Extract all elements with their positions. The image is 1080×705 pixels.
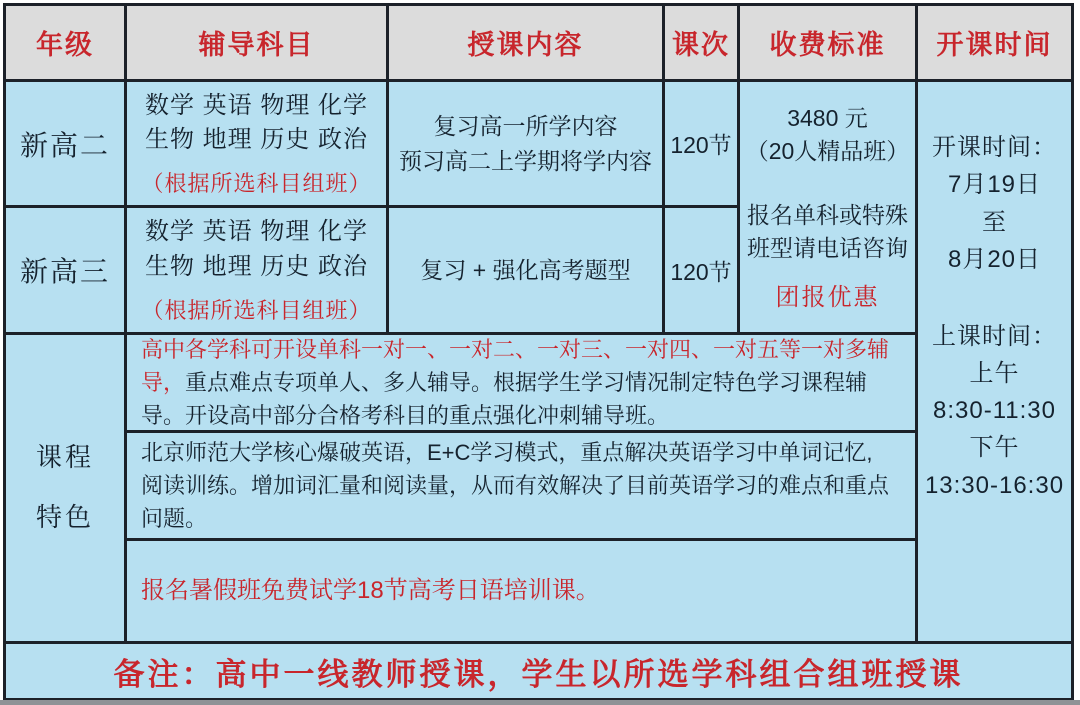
header-cell-subjects: 辅导科目 (127, 6, 386, 79)
header-cell-fee: 收费标准 (740, 6, 915, 79)
row2-subjects-line2: 生物 地理 历史 政治 (144, 252, 368, 280)
feature-row-2 (127, 433, 915, 538)
row1-subjects-note: （根据所选科目组班） (141, 171, 372, 197)
header-cell-start-time: 开课时间 (918, 6, 1071, 79)
fee-note-line1: 报名单科或特殊 (747, 201, 908, 228)
feature-1-paragraph (141, 335, 899, 430)
feature-1-red-text: 高中各学科可开设单科一对一、一对二、一对三、一对四、一对五等一对多辅导， (141, 337, 890, 395)
bottom-edge-strip (0, 700, 1080, 705)
schedule-title2: 上课时间： (932, 322, 1057, 350)
schedule-merged-cell (918, 82, 1071, 641)
schedule-am-label: 上午 (969, 360, 1020, 388)
features-label-line1: 课程 (35, 442, 94, 473)
row1-content-line2: 预习高二上学期将学内容 (399, 147, 652, 174)
row1-content-line1: 复习高一所学内容 (433, 113, 618, 139)
remark-row: 备注：高中一线教师授课，学生以所选学科组合组班授课 (6, 644, 1071, 698)
row2-lessons-cell: 120节 (665, 208, 737, 332)
row1-subjects-cell (127, 82, 386, 205)
header-cell-content: 授课内容 (389, 6, 662, 79)
row1-lessons-cell: 120节 (665, 82, 737, 205)
fee-price: 3480 元 (787, 104, 868, 131)
fee-price-note: （20人精品班） (745, 138, 910, 165)
schedule-title1: 开课时间： (932, 134, 1057, 162)
schedule-date-to-word: 至 (982, 208, 1007, 236)
schedule-pm-label: 下午 (969, 434, 1020, 462)
features-label-cell (6, 335, 124, 641)
row2-content-line1: 复习 + 强化高考题型 (420, 256, 631, 283)
schedule-date-to: 8月20日 (947, 245, 1042, 273)
fee-group-discount: 团报优惠 (775, 284, 880, 312)
row1-subjects-line2: 生物 地理 历史 政治 (144, 126, 368, 153)
feature-row-3 (127, 541, 915, 641)
row2-subjects-line1: 数学 英语 物理 化学 (144, 218, 368, 246)
schedule-am-time: 8:30-11:30 (933, 397, 1056, 425)
row1-grade-cell: 新高二 (6, 82, 124, 205)
row1-subjects-line1: 数学 英语 物理 化学 (144, 91, 368, 119)
row2-subjects-cell (127, 208, 386, 332)
row2-subjects-note: （根据所选科目组班） (141, 297, 372, 323)
header-cell-grade: 年级 (6, 6, 124, 79)
course-schedule-table (3, 3, 1074, 701)
schedule-date-from: 7月19日 (947, 171, 1042, 199)
feature-1-black-text: 重点难点专项单人、多人辅导。根据学生学习情况制定特色学习课程辅导。开设高中部分合格考科目的重点强化冲刺辅导班。 (141, 370, 868, 428)
feature-row-1 (127, 335, 915, 430)
features-label-line2: 特色 (35, 502, 94, 532)
feature-2-paragraph (141, 436, 899, 535)
row2-grade-cell: 新高三 (6, 208, 124, 332)
fee-note-line2: 班型请电话咨询 (747, 234, 908, 261)
feature-3-red-text: 报名暑假班免费试学18节高考日语培训课。 (141, 577, 600, 604)
row1-content-cell (389, 82, 662, 205)
feature-3-paragraph (141, 573, 600, 609)
header-cell-lessons: 课次 (665, 6, 737, 79)
row2-content-cell (389, 208, 662, 332)
feature-2-black-text: 北京师范大学核心爆破英语，E+C学习模式，重点解决英语学习中单词记忆, 阅读训练。增加词汇量和阅读量，从而有效解决了目前英语学习的难点和重点问题。 (141, 440, 890, 531)
fee-merged-cell (740, 82, 915, 332)
schedule-pm-time: 13:30-16:30 (924, 471, 1065, 499)
